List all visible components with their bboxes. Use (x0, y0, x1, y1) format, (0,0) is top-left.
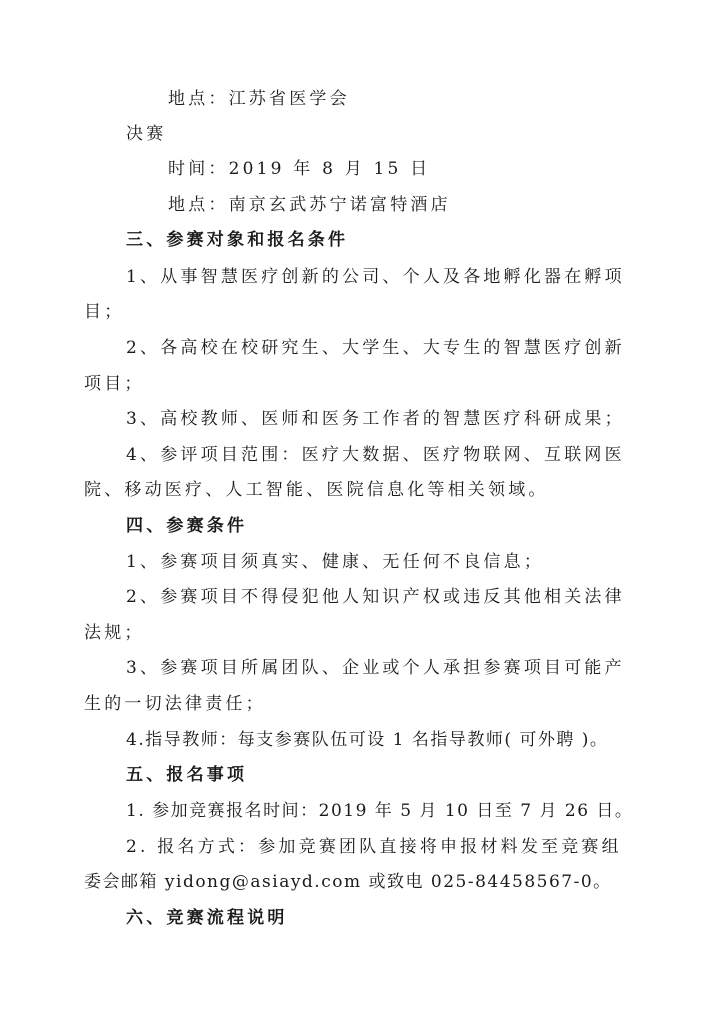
final-round-location: 地点：南京玄武苏宁诺富特酒店 (168, 195, 451, 215)
paragraph-line: 4、参评项目范围：医疗大数据、医疗物联网、互联网医 (126, 445, 625, 465)
paragraph-line: 2、参赛项目不得侵犯他人知识产权或违反其他相关法律 (126, 587, 625, 607)
section-heading-6: 六、竞赛流程说明 (126, 908, 288, 928)
paragraph-line: 1、参赛项目须真实、健康、无任何不良信息； (126, 552, 545, 572)
final-round-label: 决赛 (126, 124, 167, 144)
paragraph-line: 4.指导教师：每支参赛队伍可设 1 名指导教师( 可外聘 )。 (126, 730, 609, 750)
paragraph-line: 2. 报名方式：参加竞赛团队直接将申报材料发至竞赛组 (126, 837, 622, 857)
section-heading-4: 四、参赛条件 (126, 516, 248, 536)
paragraph-line: 2、各高校在校研究生、大学生、大专生的智慧医疗创新 (126, 338, 625, 358)
final-round-location-prelim: 地点：江苏省医学会 (168, 89, 350, 109)
paragraph-line: 1. 参加竞赛报名时间：2019 年 5 月 10 日至 7 月 26 日。 (126, 801, 634, 821)
paragraph-line: 生的一切法律责任； (84, 694, 266, 714)
paragraph-line: 委会邮箱 yidong@asiayd.com 或致电 025-84458567-0。 (84, 872, 612, 892)
paragraph-line: 目； (84, 302, 125, 322)
section-heading-5: 五、报名事项 (126, 765, 248, 785)
section-heading-3: 三、参赛对象和报名条件 (126, 230, 349, 250)
paragraph-line: 3、高校教师、医师和医务工作者的智慧医疗科研成果； (126, 409, 625, 429)
paragraph-line: 1、从事智慧医疗创新的公司、个人及各地孵化器在孵项 (126, 267, 625, 287)
final-round-time: 时间：2019 年 8 月 15 日 (168, 159, 431, 179)
paragraph-line: 项目； (84, 374, 145, 394)
paragraph-line: 3、参赛项目所属团队、企业或个人承担参赛项目可能产 (126, 658, 625, 678)
paragraph-line: 院、移动医疗、人工智能、医院信息化等相关领域。 (84, 480, 549, 500)
paragraph-line: 法规； (84, 623, 145, 643)
